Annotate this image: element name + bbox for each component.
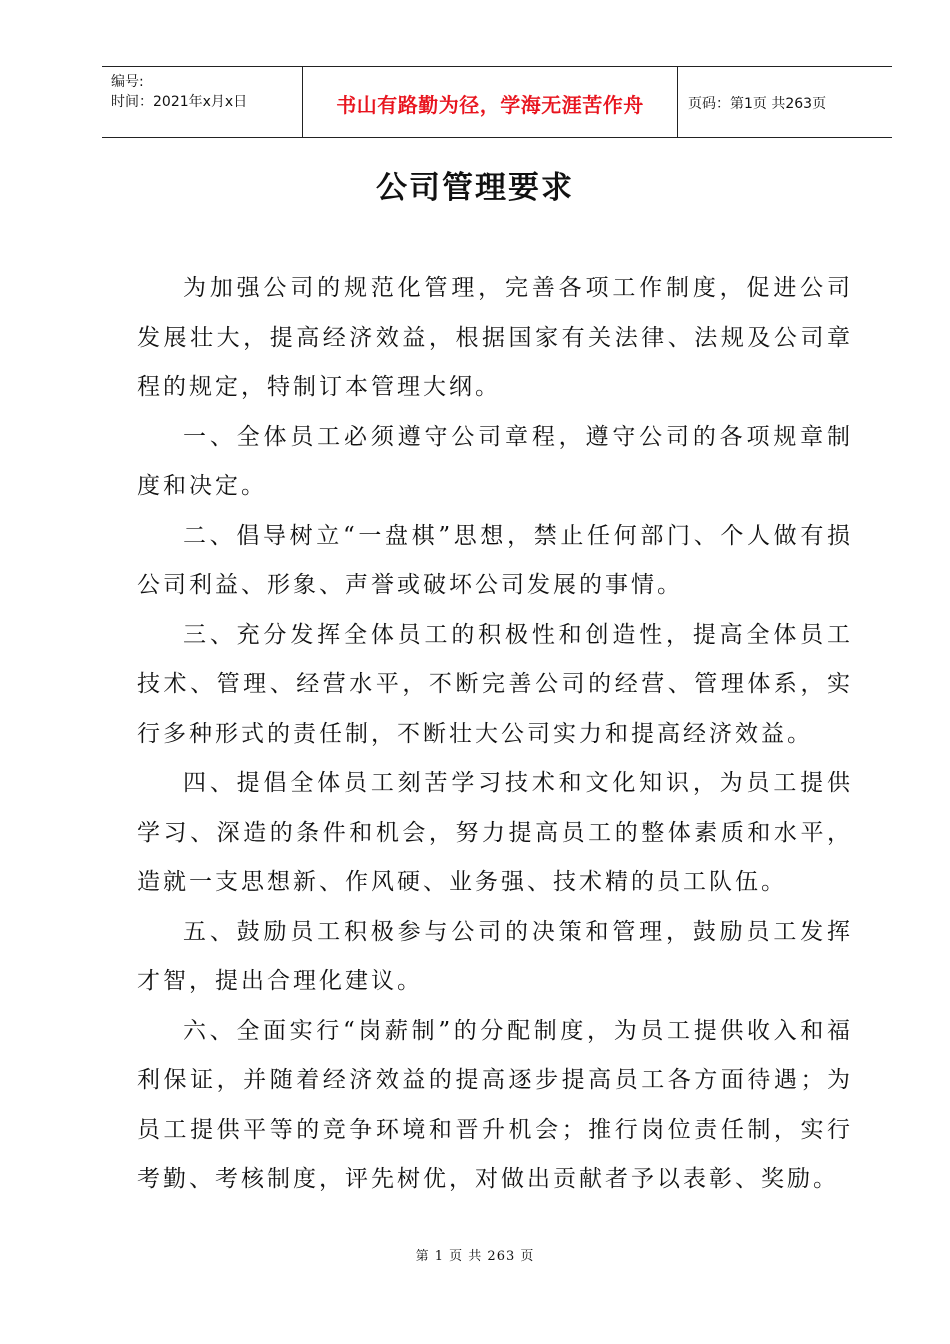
paragraph-item-4: 四、提倡全体员工刻苦学习技术和文化知识，为员工提供学习、深造的条件和机会，努力提高员工的整体素质和水平，造就一支思想新、作风硬、业务强、技术精的员工队伍。 xyxy=(137,770,853,895)
document-body xyxy=(137,264,853,1205)
paragraph-item-1: 一、全体员工必须遵守公司章程，遵守公司的各项规章制度和决定。 xyxy=(137,423,853,499)
page-footer: 第 1 页 共 263 页 xyxy=(415,1249,535,1264)
header-page-cell xyxy=(678,67,892,137)
paragraph-item-6: 六、全面实行“岗薪制”的分配制度，为员工提供收入和福利保证，并随着经济效益的提高逐步提高员工各方面待遇；为员工提供平等的竞争环境和晋升机会；推行岗位责任制，实行考勤、考核制度，评先树优，对做出贡献者予以表彰、奖励。 xyxy=(137,1017,853,1192)
header-motto-cell xyxy=(303,67,678,137)
document-title: 公司管理要求 xyxy=(376,170,574,206)
page-header xyxy=(102,66,892,138)
paragraph-item-5: 五、鼓励员工积极参与公司的决策和管理，鼓励员工发挥才智，提出合理化建议。 xyxy=(137,918,853,994)
paragraph-item-3: 三、充分发挥全体员工的积极性和创造性，提高全体员工技术、管理、经营水平，不断完善公司的经营、管理体系，实行多种形式的责任制，不断壮大公司实力和提高经济效益。 xyxy=(137,621,853,747)
paragraph-intro: 为加强公司的规范化管理，完善各项工作制度，促进公司发展壮大，提高经济效益，根据国家有关法律、法规及公司章程的规定，特制订本管理大纲。 xyxy=(137,275,853,400)
document-number-label: 编号: xyxy=(111,74,144,90)
header-motto: 书山有路勤为径，学海无涯苦作舟 xyxy=(336,93,644,117)
header-page-number: 页码：第1页 共263页 xyxy=(688,96,827,112)
header-meta-cell xyxy=(102,67,303,137)
paragraph-item-2: 二、倡导树立“一盘棋”思想，禁止任何部门、个人做有损公司利益、形象、声誉或破坏公司发展的事情。 xyxy=(137,522,853,598)
document-date-label: 时间：2021年x月x日 xyxy=(111,94,248,110)
